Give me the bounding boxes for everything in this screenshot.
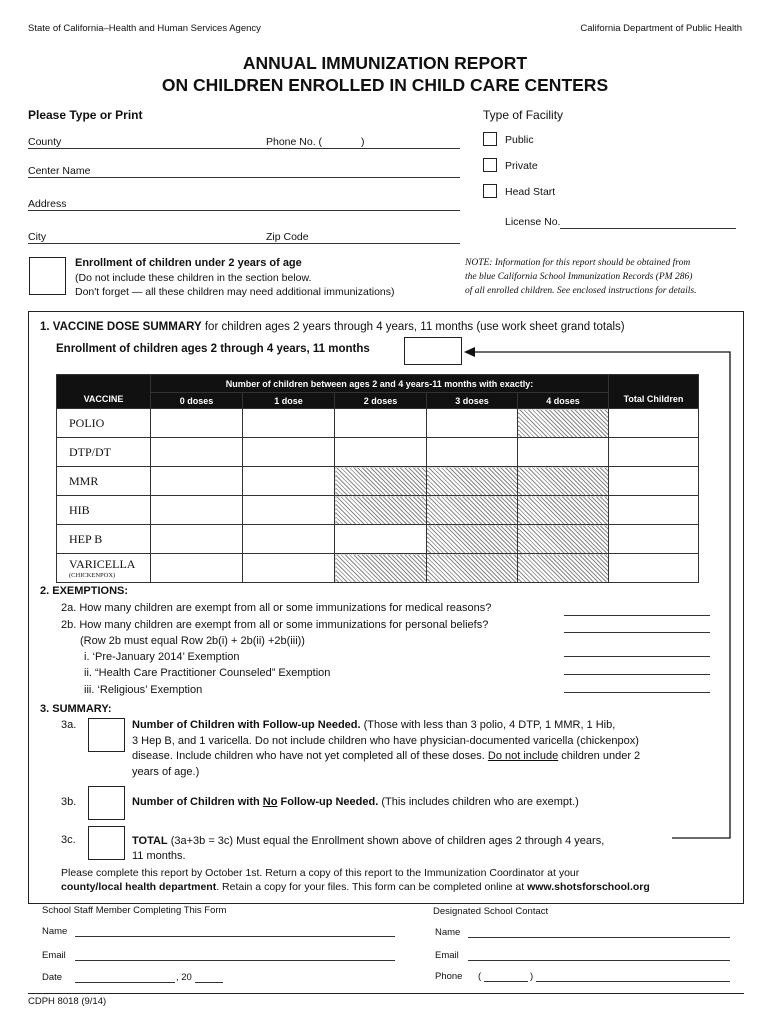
col-header-2-doses: 2 doses (335, 393, 427, 409)
section1-heading-bold: 1. VACCINE DOSE SUMMARY (40, 321, 202, 333)
facility-headstart-label: Head Start (505, 186, 556, 198)
col-group-header: Number of children between ages 2 and 4 years-11 months with exactly: (151, 375, 609, 393)
q3b-bold-u: No (262, 796, 278, 808)
under2-note2: Don't forget — all these children may need additional immunizations) (75, 286, 395, 298)
q3a-line2: 3 Hep B, and 1 varicella. Do not include children who have physician-documented varicella (chickenpox) (132, 734, 639, 747)
total-children-cell[interactable] (609, 496, 699, 525)
staff-email-field[interactable] (75, 960, 395, 961)
total-children-cell[interactable] (609, 409, 699, 438)
na-cell (427, 525, 518, 554)
note-block (465, 256, 696, 298)
col-header-1-dose: 1 dose (243, 393, 335, 409)
na-cell (427, 467, 518, 496)
q3c-line1: (3a+3b = 3c) Must equal the Enrollment shown above of children ages 2 through 4 years, (167, 835, 605, 847)
note-line3: of all enrolled children. See enclosed instructions for details. (465, 286, 697, 296)
staff-date-field[interactable] (75, 982, 175, 983)
q2bii-field[interactable] (564, 674, 710, 675)
dose-count-cell[interactable] (335, 438, 427, 467)
na-cell (518, 525, 609, 554)
contact-phone-label: Phone (435, 971, 463, 982)
summary-heading: 3. SUMMARY: (40, 703, 112, 715)
contact-email-label: Email (435, 950, 459, 961)
staff-heading: School Staff Member Completing This Form (42, 905, 227, 916)
page-title-line2: ON CHILDREN ENROLLED IN CHILD CARE CENTERS (161, 75, 609, 95)
q3c-label: 3c. (61, 834, 76, 846)
contact-phone-field[interactable] (536, 981, 730, 982)
q2biii-field[interactable] (564, 692, 710, 693)
under2-enrollment-box[interactable] (29, 257, 66, 295)
q3b-text (132, 796, 579, 808)
q2a-text: 2a. How many children are exempt from all or some immunizations for medical reasons? (61, 602, 492, 614)
under2-title: Enrollment of children under 2 years of age (75, 257, 302, 269)
dose-count-cell[interactable] (243, 525, 335, 554)
dose-count-cell[interactable] (427, 409, 518, 438)
vaccine-name-cell (57, 438, 151, 467)
vaccine-name: HEP B (69, 531, 103, 546)
form-id: CDPH 8018 (9/14) (28, 996, 107, 1007)
exemptions-heading: 2. EXEMPTIONS: (40, 585, 129, 597)
enrollment-input-box[interactable] (404, 337, 462, 365)
q2biii-text: iii. ‘Religious’ Exemption (84, 684, 203, 696)
dose-count-cell[interactable] (243, 467, 335, 496)
q3a-line3b: children under 2 (558, 750, 641, 762)
address-label: Address (28, 198, 67, 210)
vaccine-name: MMR (69, 473, 99, 488)
q2b-text: 2b. How many children are exempt from all or some immunizations for personal beliefs? (61, 619, 489, 631)
q3c-bold: TOTAL (132, 835, 168, 847)
contact-heading: Designated School Contact (433, 906, 549, 917)
city-label: City (28, 231, 47, 243)
footer-divider (28, 993, 744, 994)
vaccine-name: POLIO (69, 415, 105, 430)
city-zip-field[interactable] (28, 243, 460, 244)
staff-year-label: , 20 (176, 972, 192, 983)
county-phone-field[interactable] (28, 148, 460, 149)
total-children-cell[interactable] (609, 438, 699, 467)
vaccine-name: HIB (69, 502, 90, 517)
q3a-text (132, 718, 640, 780)
col-header-3-doses: 3 doses (427, 393, 518, 409)
contact-phone-close: ) (530, 971, 534, 982)
contact-phone-area-field[interactable] (484, 981, 528, 982)
table-row (57, 496, 699, 525)
vaccine-name-cell (57, 409, 151, 438)
q2b-note: (Row 2b must equal Row 2b(i) + 2b(ii) +2b(iii)) (80, 635, 305, 647)
phone-label: Phone No. ( (266, 136, 323, 148)
q2b-field[interactable] (564, 632, 710, 633)
department-name: California Department of Public Health (580, 23, 742, 34)
na-cell (427, 496, 518, 525)
col-header-vaccine: VACCINE (57, 375, 151, 409)
completion-note (61, 866, 650, 894)
note-line1: NOTE: Information for this report should be obtained from (465, 258, 691, 268)
vaccine-name-cell (57, 496, 151, 525)
na-cell (518, 467, 609, 496)
na-cell (335, 496, 427, 525)
vaccine-name-cell (57, 554, 151, 583)
q3b-label: 3b. (61, 796, 77, 808)
vaccine-name-cell (57, 467, 151, 496)
table-row (57, 409, 699, 438)
dose-count-cell[interactable] (243, 554, 335, 583)
dose-count-cell[interactable] (151, 409, 243, 438)
section1-heading (40, 321, 625, 333)
q3a-line1: (Those with less than 3 polio, 4 DTP, 1 MMR, 1 Hib, (360, 719, 616, 731)
table-row (57, 525, 699, 554)
note-line2: the blue California School Immunization Records (PM 286) (465, 272, 693, 282)
facility-private-checkbox[interactable] (483, 158, 497, 172)
vaccine-name: DTP/DT (69, 444, 111, 459)
dose-count-cell[interactable] (427, 438, 518, 467)
dose-count-cell[interactable] (243, 409, 335, 438)
facility-public-label: Public (505, 134, 534, 146)
dose-count-cell[interactable] (243, 438, 335, 467)
q3b-rest: (This includes children who are exempt.) (378, 796, 579, 808)
staff-name-field[interactable] (75, 936, 395, 937)
q2bii-text: ii. “Health Care Practitioner Counseled” Exemption (84, 667, 331, 679)
contact-name-field[interactable] (468, 937, 730, 938)
q3a-line4: years of age.) (132, 765, 200, 778)
center-name-label: Center Name (28, 165, 91, 177)
q3a-label: 3a. (61, 719, 77, 731)
dose-count-cell[interactable] (335, 525, 427, 554)
page-title-line1: ANNUAL IMMUNIZATION REPORT (242, 53, 528, 73)
na-cell (335, 467, 427, 496)
completion-note-rest: . Retain a copy for your files. This form can be completed online at (216, 881, 528, 893)
section1-heading-rest: for children ages 2 years through 4 years, 11 months (use work sheet grand totals) (201, 321, 625, 333)
address-field[interactable] (28, 210, 460, 211)
total-children-cell[interactable] (609, 554, 699, 583)
facility-headstart-checkbox[interactable] (483, 184, 497, 198)
q3b-bold1: Number of Children with (132, 796, 263, 808)
table-row (57, 438, 699, 467)
col-header-0-doses: 0 doses (151, 393, 243, 409)
col-header-total: Total Children (609, 375, 699, 409)
q3a-bold: Number of Children with Follow-up Needed. (132, 719, 361, 731)
dose-count-cell[interactable] (151, 525, 243, 554)
na-cell (518, 409, 609, 438)
completion-note-bold: county/local health department (61, 881, 217, 893)
staff-name-label: Name (42, 926, 68, 937)
form-heading: Please Type or Print (28, 108, 143, 122)
vaccine-dose-table (56, 374, 699, 583)
agency-name: State of California–Health and Human Services Agency (28, 23, 261, 34)
zip-label: Zip Code (266, 231, 309, 243)
contact-name-label: Name (435, 927, 461, 938)
table-row (57, 554, 699, 583)
county-label: County (28, 136, 62, 148)
dose-count-cell[interactable] (243, 496, 335, 525)
staff-year-field[interactable] (195, 982, 223, 983)
q3a-line3u: Do not include (487, 750, 559, 762)
facility-private-label: Private (505, 160, 538, 172)
q3b-input-box[interactable] (88, 786, 125, 820)
staff-email-label: Email (42, 950, 66, 961)
contact-email-field[interactable] (468, 960, 730, 961)
enrollment-label: Enrollment of children ages 2 through 4 years, 11 months (56, 343, 370, 355)
facility-public-checkbox[interactable] (483, 132, 497, 146)
vaccine-name: VARICELLA (69, 557, 136, 571)
q2bi-text: i. ‘Pre-January 2014’ Exemption (84, 651, 240, 663)
na-cell (427, 554, 518, 583)
total-children-cell[interactable] (609, 467, 699, 496)
q3b-bold2: Follow-up Needed. (277, 796, 379, 808)
dose-count-cell[interactable] (335, 409, 427, 438)
phone-close-paren: ) (361, 136, 365, 148)
vaccine-name-cell (57, 525, 151, 554)
q2bi-field[interactable] (564, 656, 710, 657)
na-cell (518, 554, 609, 583)
q3a-input-box[interactable] (88, 718, 125, 752)
na-cell (335, 554, 427, 583)
q3c-line2: 11 months. (132, 850, 186, 862)
q2a-field[interactable] (564, 615, 710, 616)
col-header-4-doses: 4 doses (518, 393, 609, 409)
dose-count-cell[interactable] (151, 438, 243, 467)
dose-count-cell[interactable] (151, 467, 243, 496)
table-row (57, 467, 699, 496)
dose-count-cell[interactable] (151, 554, 243, 583)
total-children-cell[interactable] (609, 525, 699, 554)
q3c-input-box[interactable] (88, 826, 125, 860)
vaccine-subname: (CHICKENPOX) (69, 572, 116, 579)
staff-date-label: Date (42, 972, 63, 983)
license-field[interactable] (560, 228, 736, 229)
facility-heading: Type of Facility (483, 108, 564, 122)
completion-note-url[interactable]: www.shotsforschool.org (527, 881, 650, 893)
q3a-line3a: disease. Include children who have not yet completed all of these doses. (132, 750, 485, 762)
center-name-field[interactable] (28, 177, 460, 178)
under2-note1: (Do not include these children in the section below. (75, 272, 312, 284)
dose-count-cell[interactable] (151, 496, 243, 525)
completion-note-line1: Please complete this report by October 1st. Return a copy of this report to the Immunization Coordinator at your (61, 867, 580, 879)
q3c-text (132, 834, 604, 864)
contact-phone-open: ( (478, 971, 482, 982)
license-label: License No. (505, 216, 561, 228)
na-cell (518, 496, 609, 525)
dose-count-cell[interactable] (518, 438, 609, 467)
